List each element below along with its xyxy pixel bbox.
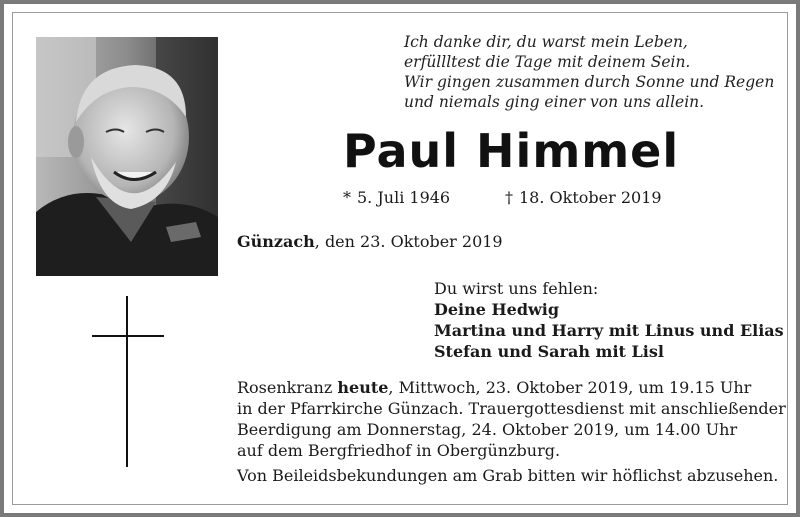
poem-line: Wir gingen zusammen durch Sonne und Regen xyxy=(404,73,775,91)
place-date xyxy=(237,232,503,251)
portrait-illustration xyxy=(36,37,218,276)
service-line xyxy=(237,377,786,398)
family-member: Martina und Harry mit Linus und Elias xyxy=(434,321,784,340)
family-member: Deine Hedwig xyxy=(434,300,560,319)
poem xyxy=(404,32,774,112)
letter-date: , den 23. Oktober 2019 xyxy=(314,232,503,251)
service-line: in der Pfarrkirche Günzach. Trauergottesdienst mit anschließender xyxy=(237,399,786,418)
family-member: Stefan und Sarah mit Lisl xyxy=(434,342,664,361)
birth-date-text: 5. Juli 1946 xyxy=(357,188,451,207)
poem-line: erfüllltest die Tage mit deinem Sein. xyxy=(404,53,691,71)
cross-vertical-bar xyxy=(126,296,128,467)
cross-icon xyxy=(92,296,164,467)
poem-line: und niemals ging einer von uns allein. xyxy=(404,93,705,111)
family-intro: Du wirst uns fehlen: xyxy=(434,279,599,298)
town-name: Günzach xyxy=(237,232,315,251)
deceased-name: Paul Himmel xyxy=(343,124,680,178)
service-line: Beerdigung am Donnerstag, 24. Oktober 2019, um 14.00 Uhr xyxy=(237,420,738,439)
poem-line: Ich danke dir, du warst mein Leben, xyxy=(404,33,688,51)
portrait-photo xyxy=(36,37,218,276)
service-line: auf dem Bergfriedhof in Obergünzburg. xyxy=(237,441,561,460)
rosary-label: Rosenkranz xyxy=(237,378,338,397)
service-info xyxy=(237,377,786,461)
family-list xyxy=(434,278,784,362)
death-date xyxy=(505,188,662,207)
cross-horizontal-bar xyxy=(92,335,164,337)
condolence-note: Von Beileidsbekundungen am Grab bitten wir höflichst abzusehen. xyxy=(237,466,779,485)
death-date-text: 18. Oktober 2019 xyxy=(519,188,662,207)
birth-star-icon: * xyxy=(343,188,351,207)
death-cross-icon: † xyxy=(505,188,513,207)
birth-date xyxy=(343,188,450,207)
rosary-time: , Mittwoch, 23. Oktober 2019, um 19.15 Uhr xyxy=(388,378,752,397)
today-label: heute xyxy=(337,378,389,397)
